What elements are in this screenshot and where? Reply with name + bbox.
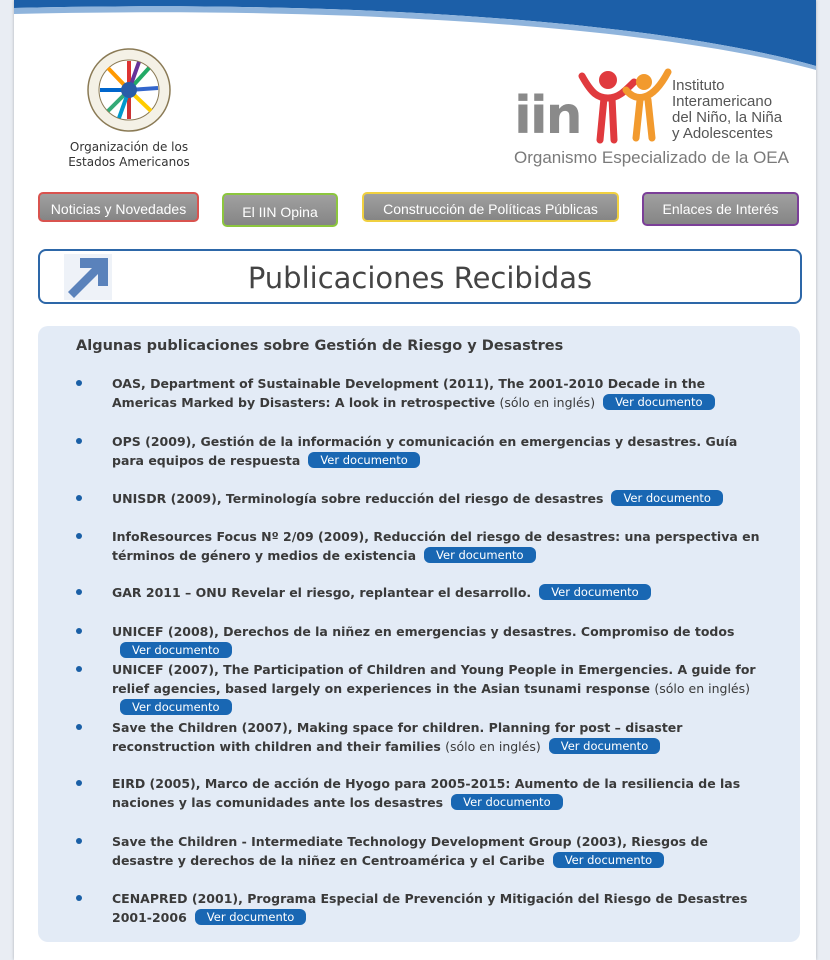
iin-letters: iin	[514, 86, 581, 146]
ver-documento-button[interactable]: Ver documento	[611, 490, 723, 506]
bullet-icon	[76, 628, 82, 634]
page	[14, 0, 816, 960]
language-note: (sólo en inglés)	[499, 395, 596, 410]
iin-name-line3: del Niño, la Niña	[672, 109, 783, 126]
bullet-icon	[76, 380, 82, 386]
oea-seal-icon	[87, 48, 171, 132]
bullet-icon	[76, 838, 82, 844]
nav-enlaces-button[interactable]: Enlaces de Interés	[642, 192, 799, 226]
publication-title: GAR 2011 – ONU Revelar el riesgo, replantear el desarrollo.	[112, 585, 532, 600]
publication-title: UNISDR (2009), Terminología sobre reducción del riesgo de desastres	[112, 491, 604, 506]
page-title-box	[38, 249, 802, 304]
publication-title: CENAPRED (2001), Programa Especial de Prevención y Mitigación del Riesgo de Desastres 2001-2006	[112, 891, 748, 925]
bullet-icon	[76, 533, 82, 539]
publication-title: InfoResources Focus Nº 2/09 (2009), Reducción del riesgo de desastres: una perspectiva en términos de género y medios de existencia	[112, 529, 760, 563]
nav-politicas-button[interactable]: Construcción de Políticas Públicas	[362, 192, 619, 222]
iin-logo[interactable]	[514, 68, 804, 172]
ver-documento-button[interactable]: Ver documento	[195, 909, 307, 925]
publication-item	[112, 889, 762, 927]
publication-item	[112, 660, 762, 717]
publications-panel	[38, 326, 800, 942]
publication-title: OPS (2009), Gestión de la información y comunicación en emergencias y desastres. Guía para equipos de respuesta	[112, 434, 738, 468]
publication-item	[112, 832, 762, 870]
iin-subtitle: Organismo Especializado de la OEA	[514, 148, 789, 167]
ver-documento-button[interactable]: Ver documento	[553, 852, 665, 868]
language-note: (sólo en inglés)	[654, 681, 750, 696]
oea-name-line1: Organización de los	[69, 140, 189, 154]
publication-item	[112, 489, 762, 508]
ver-documento-button[interactable]: Ver documento	[120, 642, 232, 658]
ver-documento-button[interactable]: Ver documento	[539, 584, 651, 600]
publication-title: Save the Children - Intermediate Technology Development Group (2003), Riesgos de desastre y derechos de la niñez en Centroamérica y el Caribe	[112, 834, 708, 868]
publication-title: EIRD (2005), Marco de acción de Hyogo para 2005-2015: Aumento de la resiliencia de las naciones y las comunidades ante los desastres	[112, 776, 741, 810]
language-note: (sólo en inglés)	[445, 739, 541, 754]
bullet-icon	[76, 724, 82, 730]
bullet-icon	[76, 495, 82, 501]
ver-documento-button[interactable]: Ver documento	[451, 794, 563, 810]
publication-item	[112, 718, 762, 756]
publication-item	[112, 622, 762, 660]
iin-name-line2: Interamericano	[672, 93, 773, 110]
iin-name	[672, 78, 782, 142]
bullet-icon	[76, 589, 82, 595]
oea-name	[54, 140, 204, 170]
ver-documento-button[interactable]: Ver documento	[424, 547, 536, 563]
publication-title: UNICEF (2007), The Participation of Children and Young People in Emergencies. A guide for relief agencies, based largely on experiences in the Asian tsunami response	[112, 662, 756, 696]
bullet-icon	[76, 780, 82, 786]
publication-item	[112, 374, 762, 412]
ver-documento-button[interactable]: Ver documento	[603, 394, 715, 410]
main-nav	[14, 192, 816, 228]
publication-title: OAS, Department of Sustainable Development (2011), The 2001-2010 Decade in the Americas Marked by Disasters: A look in retrospective	[112, 376, 706, 410]
bullet-icon	[76, 895, 82, 901]
publication-title: Save the Children (2007), Making space for children. Planning for post – disaster reconstruction with children and their families	[112, 720, 683, 754]
publication-item	[112, 432, 762, 470]
ver-documento-button[interactable]: Ver documento	[308, 452, 420, 468]
iin-name-line4: y Adolescentes	[672, 125, 773, 142]
publication-item	[112, 774, 762, 812]
iin-name-line1: Instituto	[672, 77, 725, 94]
bullet-icon	[76, 666, 82, 672]
nav-noticias-button[interactable]: Noticias y Novedades	[38, 192, 199, 222]
nav-iin-opina-button[interactable]: El IIN Opina	[222, 193, 338, 227]
publication-title: UNICEF (2008), Derechos de la niñez en emergencias y desastres. Compromiso de todos	[112, 624, 735, 639]
ver-documento-button[interactable]: Ver documento	[549, 738, 661, 754]
ver-documento-button[interactable]: Ver documento	[120, 699, 232, 715]
publication-item	[112, 583, 762, 602]
section-heading: Algunas publicaciones sobre Gestión de Riesgo y Desastres	[76, 338, 564, 354]
page-title: Publicaciones Recibidas	[247, 261, 593, 295]
oea-logo[interactable]	[54, 48, 204, 170]
publication-item	[112, 527, 762, 565]
bullet-icon	[76, 438, 82, 444]
oea-name-line2: Estados Americanos	[68, 155, 190, 169]
iin-figures-icon	[574, 68, 674, 148]
